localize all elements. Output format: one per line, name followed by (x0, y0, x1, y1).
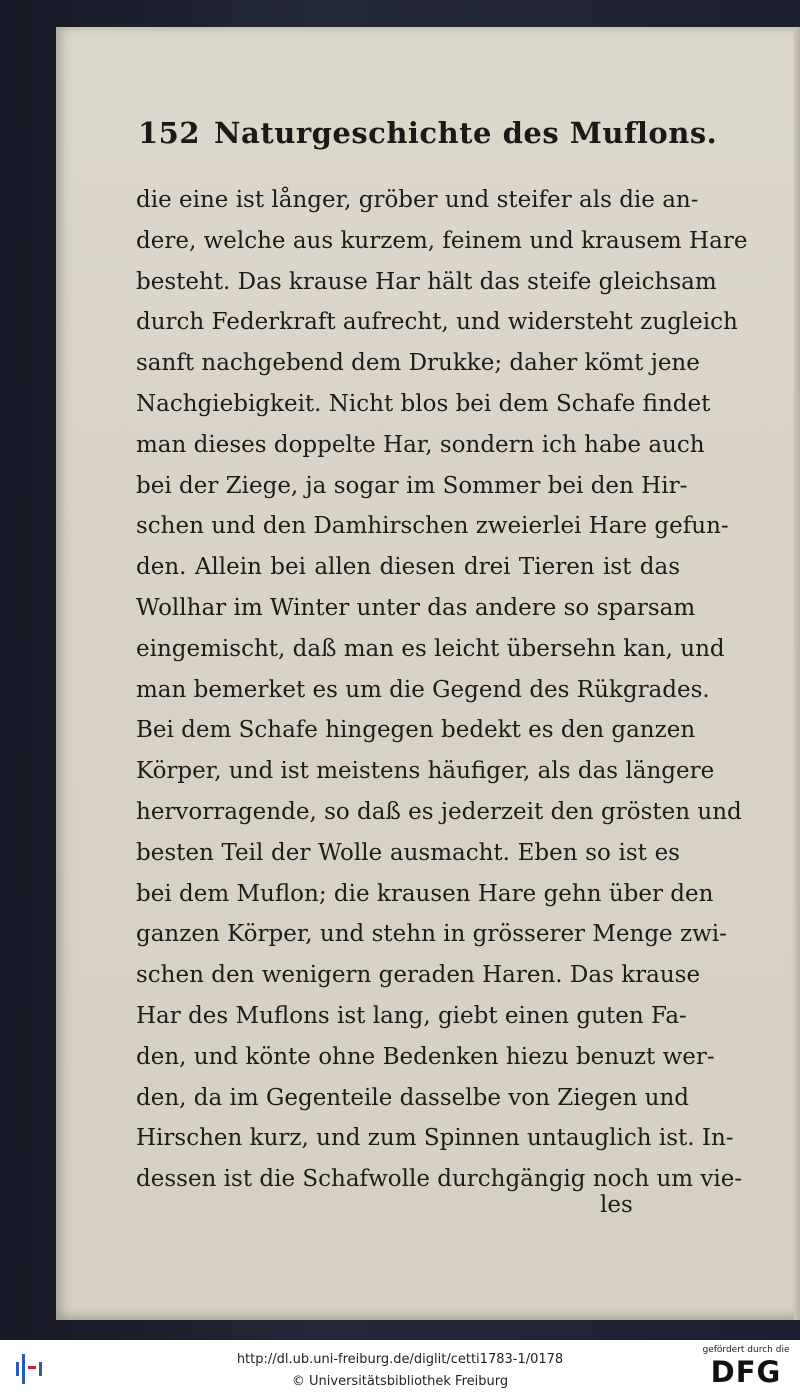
dfg-logo[interactable] (702, 1345, 790, 1388)
text-line: dere, welche aus kurzem, feinem und krausem Hare (136, 227, 748, 254)
text-line: durch Federkraft aufrecht, und widersteht zugleich (136, 309, 738, 336)
viewer-footer (0, 1340, 800, 1398)
dfg-caption: gefördert durch die (702, 1345, 790, 1355)
text-line: man dieses doppelte Har, sondern ich habe auch (136, 431, 705, 458)
running-head-title: Naturgeschichte des Muflons. (214, 116, 718, 150)
text-line: hervorragende, so daß es jederzeit den grösten und (136, 798, 742, 825)
page-edge (794, 27, 800, 1320)
copyright-text: © Universitätsbibliothek Freiburg (291, 1374, 509, 1389)
text-line: den, und könte ohne Bedenken hiezu benuzt wer- (136, 1043, 715, 1070)
text-line: Bei dem Schafe hingegen bedekt es den ganzen (136, 717, 696, 744)
text-line: bei der Ziege, ja sogar im Sommer bei den Hir- (136, 472, 688, 499)
text-line: Hirschen kurz, und zum Spinnen untauglich ist. In- (136, 1125, 734, 1152)
text-line: bei dem Muflon; die krausen Hare gehn über den (136, 880, 714, 907)
text-line: man bemerket es um die Gegend des Rükgrades. (136, 676, 710, 703)
text-line: besten Teil der Wolle ausmacht. Eben so ist es (136, 839, 680, 866)
text-line: besteht. Das krause Har hält das steife gleichsam (136, 268, 717, 295)
text-line: sanft nachgebend dem Drukke; daher kömt jene (136, 350, 700, 377)
body-text (136, 180, 748, 1200)
text-line: ganzen Körper, und stehn in grösserer Menge zwi- (136, 921, 727, 948)
dfg-wordmark: DFG (710, 1355, 782, 1389)
text-line: dessen ist die Schafwolle durchgängig noch um vie- (136, 1166, 743, 1193)
text-line: Nachgiebigkeit. Nicht blos bei dem Schafe findet (136, 390, 711, 417)
text-line: den. Allein bei allen diesen drei Tieren ist das (136, 554, 680, 581)
running-head (138, 116, 718, 150)
text-line: Wollhar im Winter unter das andere so sparsam (136, 594, 696, 621)
page-number: 152 (138, 116, 201, 150)
text-line: Körper, und ist meistens häufiger, als das längere (136, 758, 715, 785)
catchword: les (600, 1192, 633, 1218)
text-line: Har des Muflons ist lang, giebt einen guten Fa- (136, 1002, 687, 1029)
text-line: den, da im Gegenteile dasselbe von Ziegen und (136, 1084, 689, 1111)
text-line: schen den wenigern geraden Haren. Das krause (136, 962, 701, 989)
text-line: die eine ist långer, gröber und steifer als die an- (136, 187, 699, 213)
text-line: schen und den Damhirschen zweierlei Hare gefun- (136, 513, 729, 540)
text-line: eingemischt, daß man es leicht übersehn kan, und (136, 635, 725, 662)
permalink-url[interactable]: http://dl.ub.uni-freiburg.de/diglit/cetti1783-1/0178 (236, 1352, 564, 1367)
